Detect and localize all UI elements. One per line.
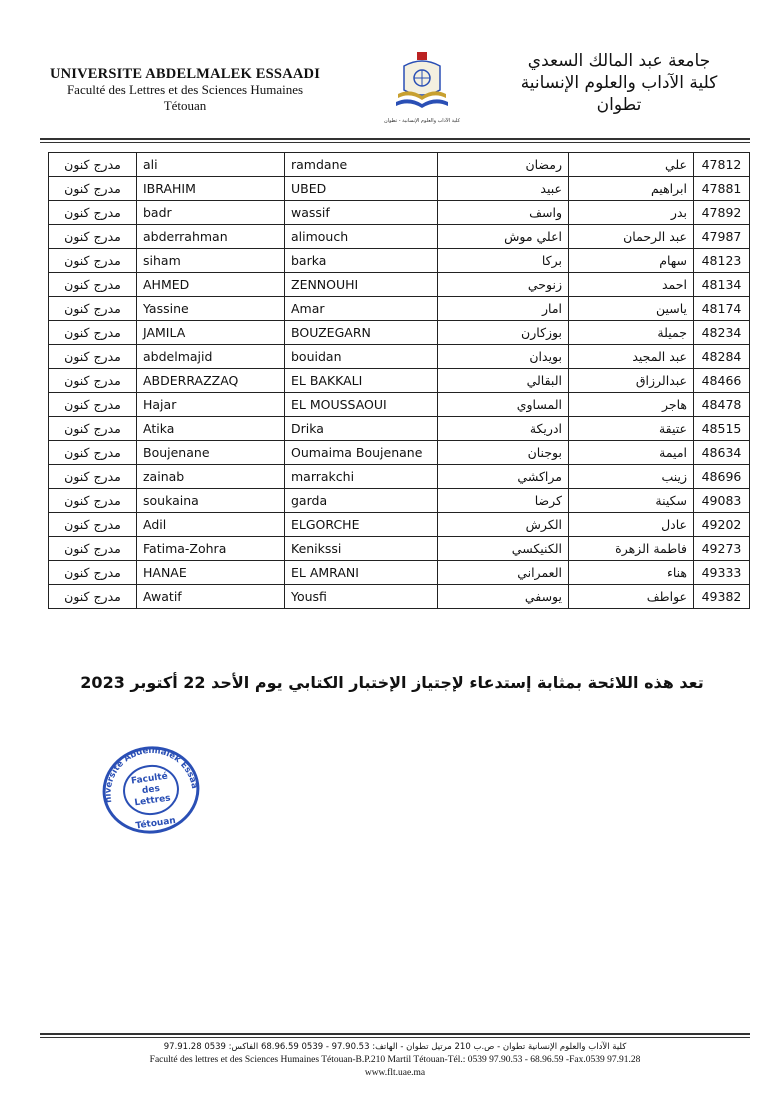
first-name-ar-cell: اميمة [569, 441, 694, 465]
faculty-name-ar: كلية الآداب والعلوم الإنسانية [520, 73, 718, 93]
first-name-ar-cell: عبد الرحمان [569, 225, 694, 249]
first-name-ar-cell: فاطمة الزهرة [569, 537, 694, 561]
students-table-body [49, 153, 750, 609]
status-cell: مدرج كنون [49, 249, 137, 273]
table-row [49, 321, 750, 345]
last-name-ar-cell: بركا [438, 249, 569, 273]
first-name-ar-cell: احمد [569, 273, 694, 297]
first-name-ar-cell: عبد المجيد [569, 345, 694, 369]
student-id-cell: 47987 [694, 225, 750, 249]
last-name-ar-cell: الكنيكسي [438, 537, 569, 561]
first-name-ar-cell: علي [569, 153, 694, 177]
last-name-fr-cell: Kenikssi [285, 537, 438, 561]
first-name-fr-cell: Hajar [137, 393, 285, 417]
last-name-fr-cell: ELGORCHE [285, 513, 438, 537]
first-name-fr-cell: IBRAHIM [137, 177, 285, 201]
status-cell: مدرج كنون [49, 201, 137, 225]
university-name-ar: جامعة عبد المالك السعدي [527, 51, 711, 71]
last-name-fr-cell: bouidan [285, 345, 438, 369]
status-cell: مدرج كنون [49, 369, 137, 393]
last-name-fr-cell: alimouch [285, 225, 438, 249]
status-cell: مدرج كنون [49, 537, 137, 561]
last-name-fr-cell: EL BAKKALI [285, 369, 438, 393]
table-row [49, 201, 750, 225]
last-name-ar-cell: يوسفي [438, 585, 569, 609]
stamp-center-line2: des [141, 783, 161, 797]
last-name-ar-cell: الكرش [438, 513, 569, 537]
status-cell: مدرج كنون [49, 297, 137, 321]
footer [40, 1041, 750, 1080]
footer-rule-bottom [40, 1037, 750, 1038]
last-name-fr-cell: BOUZEGARN [285, 321, 438, 345]
faculty-stamp [98, 742, 204, 838]
stamp-bottom-text: Tétouan [135, 815, 177, 832]
last-name-ar-cell: بوزكارن [438, 321, 569, 345]
last-name-ar-cell: بوجنان [438, 441, 569, 465]
last-name-ar-cell: بويدان [438, 345, 569, 369]
table-row [49, 345, 750, 369]
last-name-ar-cell: ادريكة [438, 417, 569, 441]
first-name-ar-cell: زينب [569, 465, 694, 489]
header-arabic [504, 50, 734, 116]
last-name-ar-cell: امار [438, 297, 569, 321]
first-name-fr-cell: Boujenane [137, 441, 285, 465]
first-name-ar-cell: سهام [569, 249, 694, 273]
table-row [49, 585, 750, 609]
first-name-fr-cell: ali [137, 153, 285, 177]
status-cell: مدرج كنون [49, 513, 137, 537]
last-name-fr-cell: barka [285, 249, 438, 273]
last-name-fr-cell: Amar [285, 297, 438, 321]
table-row [49, 489, 750, 513]
student-id-cell: 48466 [694, 369, 750, 393]
first-name-ar-cell: ابراهيم [569, 177, 694, 201]
first-name-fr-cell: zainab [137, 465, 285, 489]
footer-rule-top [40, 1033, 750, 1035]
student-id-cell: 47892 [694, 201, 750, 225]
table-row [49, 297, 750, 321]
status-cell: مدرج كنون [49, 225, 137, 249]
first-name-ar-cell: عادل [569, 513, 694, 537]
table-row [49, 369, 750, 393]
stamp-center-line1: Faculté [130, 771, 169, 787]
logo-caption: كلية الآداب والعلوم الإنسانية - تطوان [384, 118, 460, 124]
first-name-fr-cell: Awatif [137, 585, 285, 609]
student-id-cell: 48134 [694, 273, 750, 297]
table-row [49, 249, 750, 273]
first-name-ar-cell: عواطف [569, 585, 694, 609]
student-id-cell: 49202 [694, 513, 750, 537]
last-name-fr-cell: Oumaima Boujenane [285, 441, 438, 465]
first-name-fr-cell: ABDERRAZZAQ [137, 369, 285, 393]
first-name-fr-cell: Yassine [137, 297, 285, 321]
last-name-fr-cell: garda [285, 489, 438, 513]
table-row [49, 561, 750, 585]
student-id-cell: 48515 [694, 417, 750, 441]
table-row [49, 513, 750, 537]
table-row [49, 273, 750, 297]
first-name-ar-cell: سكينة [569, 489, 694, 513]
first-name-ar-cell: هناء [569, 561, 694, 585]
status-cell: مدرج كنون [49, 177, 137, 201]
footer-address-fr: Faculté des lettres et des Sciences Humaines Tétouan-B.P.210 Martil Tétouan-Tél.: 0539 97.90.53 - 68.96.59 -Fax.0539 97.91.28 [149, 1055, 641, 1065]
student-id-cell: 48634 [694, 441, 750, 465]
stamp-ring-text: Université Abdelmalek Essaadi [103, 745, 200, 804]
first-name-fr-cell: badr [137, 201, 285, 225]
student-id-cell: 49273 [694, 537, 750, 561]
last-name-fr-cell: wassif [285, 201, 438, 225]
last-name-ar-cell: مراكشي [438, 465, 569, 489]
first-name-fr-cell: JAMILA [137, 321, 285, 345]
last-name-fr-cell: marrakchi [285, 465, 438, 489]
status-cell: مدرج كنون [49, 153, 137, 177]
student-id-cell: 48284 [694, 345, 750, 369]
table-row [49, 153, 750, 177]
header-french [40, 66, 330, 114]
university-name-fr: UNIVERSITE ABDELMALEK ESSAADI [49, 66, 321, 82]
table-row [49, 417, 750, 441]
header-rule-bottom [40, 142, 750, 143]
student-id-cell: 47812 [694, 153, 750, 177]
student-id-cell: 47881 [694, 177, 750, 201]
student-id-cell: 48123 [694, 249, 750, 273]
table-row [49, 537, 750, 561]
first-name-ar-cell: جميلة [569, 321, 694, 345]
last-name-ar-cell: كرضا [438, 489, 569, 513]
student-id-cell: 49083 [694, 489, 750, 513]
status-cell: مدرج كنون [49, 345, 137, 369]
student-id-cell: 48696 [694, 465, 750, 489]
last-name-fr-cell: ramdane [285, 153, 438, 177]
city-ar: تطوان [596, 95, 642, 115]
last-name-ar-cell: زنوحي [438, 273, 569, 297]
faculty-logo [382, 50, 462, 126]
first-name-fr-cell: Fatima-Zohra [137, 537, 285, 561]
first-name-ar-cell: هاجر [569, 393, 694, 417]
status-cell: مدرج كنون [49, 417, 137, 441]
last-name-ar-cell: المساوي [438, 393, 569, 417]
last-name-fr-cell: ZENNOUHI [285, 273, 438, 297]
first-name-ar-cell: ياسين [569, 297, 694, 321]
first-name-fr-cell: siham [137, 249, 285, 273]
first-name-fr-cell: abderrahman [137, 225, 285, 249]
last-name-ar-cell: اعلي موش [438, 225, 569, 249]
status-cell: مدرج كنون [49, 465, 137, 489]
footer-website: www.flt.uae.ma [364, 1068, 426, 1078]
table-row [49, 177, 750, 201]
students-table [48, 152, 750, 609]
last-name-fr-cell: EL MOUSSAOUI [285, 393, 438, 417]
status-cell: مدرج كنون [49, 561, 137, 585]
city-fr: Tétouan [163, 98, 207, 113]
first-name-ar-cell: عتيقة [569, 417, 694, 441]
student-id-cell: 49382 [694, 585, 750, 609]
first-name-fr-cell: AHMED [137, 273, 285, 297]
last-name-fr-cell: Yousfi [285, 585, 438, 609]
student-id-cell: 48478 [694, 393, 750, 417]
last-name-ar-cell: العمراني [438, 561, 569, 585]
table-row [49, 393, 750, 417]
last-name-ar-cell: واسف [438, 201, 569, 225]
first-name-ar-cell: عبدالرزاق [569, 369, 694, 393]
footer-address-ar: كلية الآداب والعلوم الإنسانية تطوان - ص.ب 210 مرتيل تطوان - الهاتف: 97.90.53 - 0539 68.96.59 الفاكس: 0539 97.91.28 [163, 1042, 627, 1052]
student-id-cell: 48234 [694, 321, 750, 345]
first-name-ar-cell: بدر [569, 201, 694, 225]
first-name-fr-cell: soukaina [137, 489, 285, 513]
faculty-name-fr: Faculté des Lettres et des Sciences Humaines [66, 82, 304, 97]
status-cell: مدرج كنون [49, 585, 137, 609]
status-cell: مدرج كنون [49, 273, 137, 297]
stamp-center-line3: Lettres [133, 793, 172, 809]
last-name-ar-cell: رمضان [438, 153, 569, 177]
student-id-cell: 49333 [694, 561, 750, 585]
first-name-fr-cell: HANAE [137, 561, 285, 585]
first-name-fr-cell: abdelmajid [137, 345, 285, 369]
table-row [49, 441, 750, 465]
table-row [49, 465, 750, 489]
header-rule-top [40, 138, 750, 140]
last-name-ar-cell: عبيد [438, 177, 569, 201]
last-name-fr-cell: EL AMRANI [285, 561, 438, 585]
last-name-fr-cell: Drika [285, 417, 438, 441]
status-cell: مدرج كنون [49, 441, 137, 465]
last-name-ar-cell: البقالي [438, 369, 569, 393]
student-id-cell: 48174 [694, 297, 750, 321]
status-cell: مدرج كنون [49, 393, 137, 417]
first-name-fr-cell: Atika [137, 417, 285, 441]
table-row [49, 225, 750, 249]
first-name-fr-cell: Adil [137, 513, 285, 537]
last-name-fr-cell: UBED [285, 177, 438, 201]
status-cell: مدرج كنون [49, 489, 137, 513]
status-cell: مدرج كنون [49, 321, 137, 345]
exam-notice: تعد هذه اللائحة بمثابة إستدعاء لإجتياز الإختبار الكتابي يوم الأحد 22 أكتوبر 2023 [80, 673, 704, 692]
